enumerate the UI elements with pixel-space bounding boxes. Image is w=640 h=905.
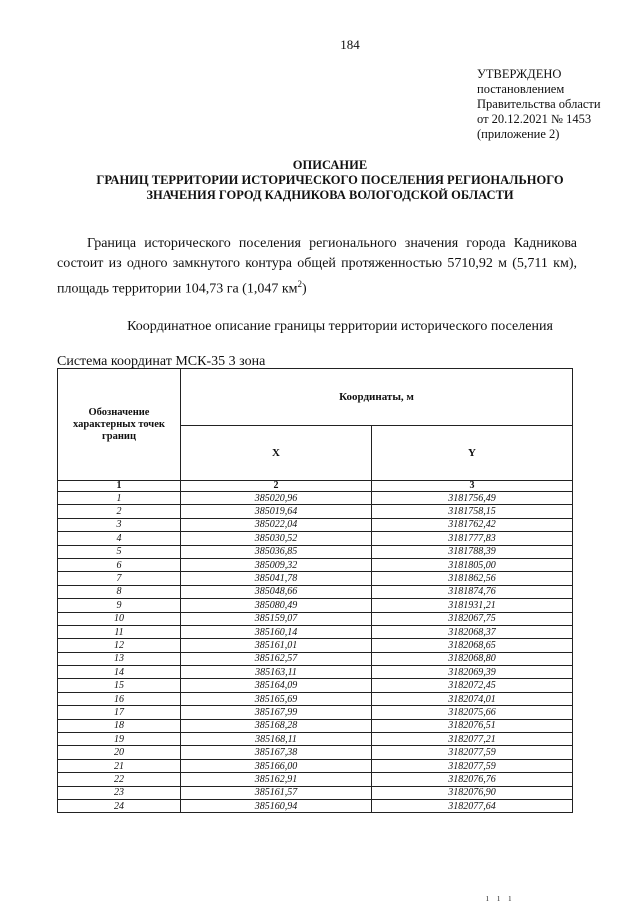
cell-x: 385161,57 (181, 786, 372, 799)
cell-x: 385159,07 (181, 612, 372, 625)
cell-y: 3182068,37 (372, 625, 573, 638)
cell-y: 3182075,66 (372, 706, 573, 719)
table-row (58, 692, 573, 705)
header-x: X (181, 426, 372, 481)
table-row (58, 706, 573, 719)
cell-x: 385162,91 (181, 773, 372, 786)
cell-y: 3182074,01 (372, 692, 573, 705)
table-row (58, 733, 573, 746)
table-row (58, 652, 573, 665)
cell-x: 385022,04 (181, 518, 372, 531)
cell-x: 385168,28 (181, 719, 372, 732)
cell-x: 385161,01 (181, 639, 372, 652)
table-row (58, 719, 573, 732)
cell-y: 3181788,39 (372, 545, 573, 558)
table-body (58, 492, 573, 813)
cell-x: 385164,09 (181, 679, 372, 692)
cell-n: 4 (58, 532, 181, 545)
table-row (58, 799, 573, 812)
cell-y: 3182077,64 (372, 799, 573, 812)
coordinate-system: Система координат МСК-35 3 зона (57, 354, 266, 369)
approval-stamp (477, 67, 601, 142)
table-row (58, 786, 573, 799)
cell-n: 6 (58, 558, 181, 571)
coordinates-table (57, 368, 573, 813)
cell-y: 3181758,15 (372, 505, 573, 518)
table-row (58, 532, 573, 545)
cell-x: 385009,32 (181, 558, 372, 571)
cell-x: 385036,85 (181, 545, 372, 558)
cell-y: 3182076,51 (372, 719, 573, 732)
footer-mark: ı ı ı (486, 893, 515, 904)
cell-n: 18 (58, 719, 181, 732)
table-row (58, 612, 573, 625)
cell-y: 3181756,49 (372, 492, 573, 505)
cell-x: 385160,14 (181, 625, 372, 638)
table-row (58, 599, 573, 612)
cell-x: 385080,49 (181, 599, 372, 612)
approval-line: (приложение 2) (477, 127, 560, 141)
table-row (58, 505, 573, 518)
header-y: Y (372, 426, 573, 481)
table-row (58, 585, 573, 598)
cell-y: 3181931,21 (372, 599, 573, 612)
cell-y: 3182068,80 (372, 652, 573, 665)
table-row (58, 773, 573, 786)
column-number: 2 (181, 481, 372, 492)
approval-line: от 20.12.2021 № 1453 (477, 112, 592, 126)
cell-y: 3182077,59 (372, 746, 573, 759)
cell-n: 3 (58, 518, 181, 531)
cell-y: 3182069,39 (372, 666, 573, 679)
title-line: ОПИСАНИЕ (292, 158, 368, 172)
cell-n: 2 (58, 505, 181, 518)
intro-text: Граница исторического поселения регионального значения города Кадникова состоит из одного замкнутого контура общей протяженностью 5710,92 м (5,711 км), площадь территории 104,73 га (1,047 км (57, 236, 577, 297)
cell-x: 385019,64 (181, 505, 372, 518)
cell-n: 17 (58, 706, 181, 719)
cell-x: 385167,38 (181, 746, 372, 759)
cell-n: 8 (58, 585, 181, 598)
cell-n: 20 (58, 746, 181, 759)
table-row (58, 746, 573, 759)
approval-line: Правительства области (477, 97, 601, 111)
table-row (58, 572, 573, 585)
cell-x: 385168,11 (181, 733, 372, 746)
cell-x: 385162,57 (181, 652, 372, 665)
cell-n: 13 (58, 652, 181, 665)
title-line: ГРАНИЦ ТЕРРИТОРИИ ИСТОРИЧЕСКОГО ПОСЕЛЕНИЯ РЕГИОНАЛЬНОГО (96, 173, 564, 187)
cell-y: 3181762,42 (372, 518, 573, 531)
intro-sup: 2 (297, 279, 303, 289)
cell-x: 385020,96 (181, 492, 372, 505)
cell-n: 14 (58, 666, 181, 679)
cell-x: 385160,94 (181, 799, 372, 812)
cell-x: 385048,66 (181, 585, 372, 598)
cell-n: 19 (58, 733, 181, 746)
cell-n: 7 (58, 572, 181, 585)
approval-line: УТВЕРЖДЕНО (477, 67, 562, 81)
table-row (58, 666, 573, 679)
column-number: 3 (372, 481, 573, 492)
cell-y: 3182076,90 (372, 786, 573, 799)
coordinates-subtitle: Координатное описание границы территории исторического поселения (127, 319, 553, 334)
document-title (60, 158, 600, 203)
cell-x: 385166,00 (181, 759, 372, 772)
cell-x: 385030,52 (181, 532, 372, 545)
cell-n: 22 (58, 773, 181, 786)
intro-paragraph (57, 234, 577, 300)
cell-y: 3182072,45 (372, 679, 573, 692)
cell-x: 385163,11 (181, 666, 372, 679)
cell-y: 3182077,59 (372, 759, 573, 772)
cell-x: 385165,69 (181, 692, 372, 705)
page-number: 184 (340, 37, 360, 52)
cell-n: 9 (58, 599, 181, 612)
cell-y: 3181874,76 (372, 585, 573, 598)
table-row (58, 625, 573, 638)
cell-n: 12 (58, 639, 181, 652)
cell-n: 11 (58, 625, 181, 638)
cell-y: 3181862,56 (372, 572, 573, 585)
approval-line: постановлением (477, 82, 565, 96)
table-row (58, 518, 573, 531)
cell-x: 385041,78 (181, 572, 372, 585)
cell-n: 10 (58, 612, 181, 625)
table-row (58, 679, 573, 692)
cell-y: 3181805,00 (372, 558, 573, 571)
cell-y: 3182076,76 (372, 773, 573, 786)
cell-n: 1 (58, 492, 181, 505)
cell-n: 23 (58, 786, 181, 799)
cell-x: 385167,99 (181, 706, 372, 719)
table-row (58, 558, 573, 571)
table-row (58, 759, 573, 772)
cell-n: 24 (58, 799, 181, 812)
table-row (58, 545, 573, 558)
table-row (58, 639, 573, 652)
header-coordinates: Координаты, м (181, 369, 573, 426)
cell-y: 3182077,21 (372, 733, 573, 746)
cell-y: 3182068,65 (372, 639, 573, 652)
table-row (58, 492, 573, 505)
cell-n: 5 (58, 545, 181, 558)
column-number: 1 (58, 481, 181, 492)
intro-tail: ) (302, 281, 307, 297)
cell-y: 3181777,83 (372, 532, 573, 545)
header-point: Обозначение характерных точек границ (58, 369, 181, 481)
cell-y: 3182067,75 (372, 612, 573, 625)
cell-n: 21 (58, 759, 181, 772)
cell-n: 16 (58, 692, 181, 705)
cell-n: 15 (58, 679, 181, 692)
title-line: ЗНАЧЕНИЯ ГОРОД КАДНИКОВА ВОЛОГОДСКОЙ ОБЛАСТИ (146, 188, 514, 202)
